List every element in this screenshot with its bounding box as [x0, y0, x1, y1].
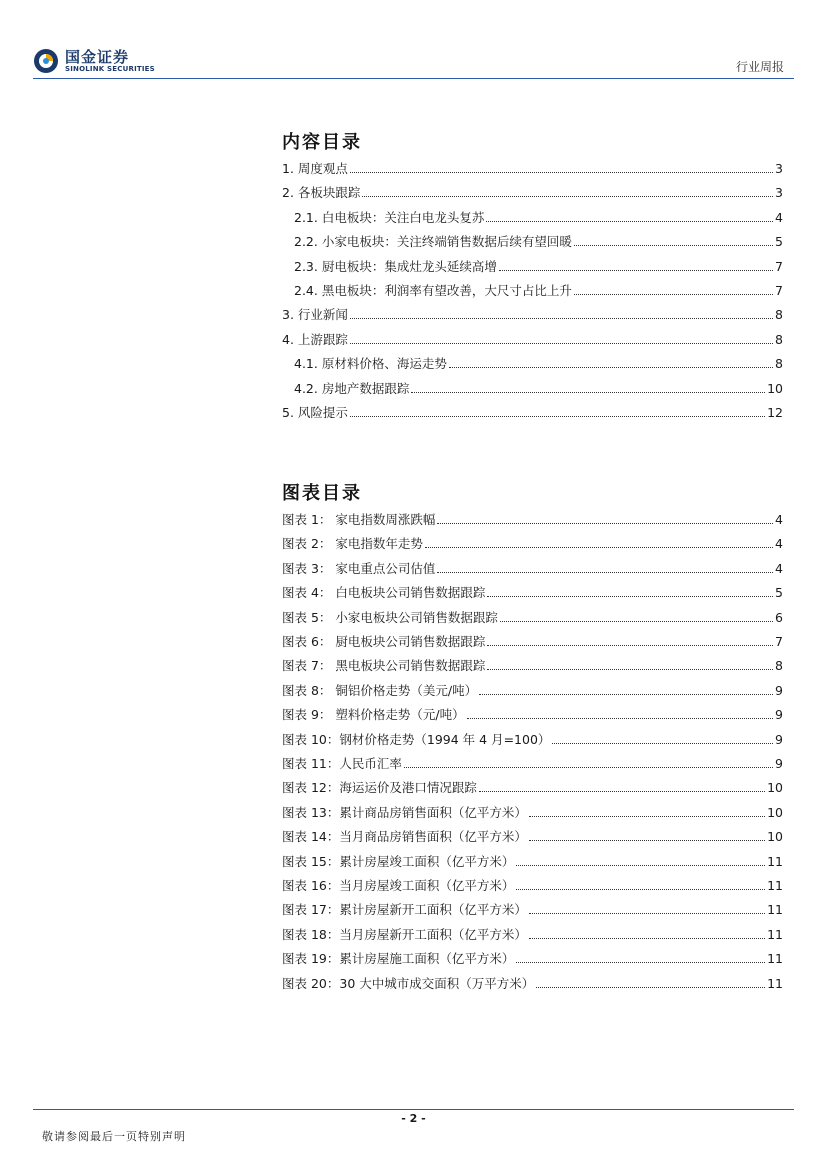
dot-leader [411, 392, 765, 393]
figure-entry[interactable] [282, 899, 783, 919]
dot-leader [350, 416, 765, 417]
figure-entry-label: 图表 13：累计商品房销售面积（亿平方米） [282, 804, 527, 820]
dot-leader [487, 645, 773, 646]
figure-entry[interactable] [282, 777, 783, 797]
figure-entry-page: 9 [775, 756, 783, 771]
toc-entry[interactable] [282, 182, 783, 202]
toc-entry-page: 7 [775, 283, 783, 298]
figure-entry-label: 图表 2： 家电指数年走势 [282, 536, 423, 552]
contents-title: 内容目录 [282, 132, 362, 153]
figure-entry-page: 8 [775, 658, 783, 674]
toc-entry-label: 4.1. 原材料价格、海运走势 [294, 356, 447, 372]
toc-entry[interactable] [282, 378, 783, 398]
figure-entry-label: 图表 20：30 大中城市成交面积（万平方米） [282, 975, 535, 991]
dot-leader [437, 523, 773, 524]
toc-entry[interactable] [282, 402, 783, 422]
figure-entry-label: 图表 17：累计房屋新开工面积（亿平方米） [282, 902, 527, 918]
toc-entry[interactable] [282, 158, 783, 178]
toc-entry-page: 8 [775, 307, 783, 323]
toc-entry[interactable] [282, 231, 783, 251]
figure-entry-label: 图表 9： 塑料价格走势（元/吨） [282, 707, 465, 723]
dot-leader [529, 816, 765, 817]
figure-entry[interactable] [282, 924, 783, 944]
dot-leader [404, 767, 773, 768]
figure-entry-page: 7 [775, 634, 783, 649]
figure-entry-label: 图表 11：人民币汇率 [282, 756, 402, 771]
figure-entry[interactable] [282, 875, 783, 895]
dot-leader [516, 889, 765, 890]
figure-entry[interactable] [282, 973, 783, 993]
toc-entry[interactable] [282, 353, 783, 373]
toc-entry-page: 3 [775, 185, 783, 201]
figure-entry[interactable] [282, 948, 783, 968]
toc-entry[interactable] [282, 304, 783, 324]
figure-entry-label: 图表 15：累计房屋竣工面积（亿平方米） [282, 853, 515, 869]
page-number: - 2 - [401, 1112, 426, 1125]
figure-entry-label: 图表 1： 家电指数周涨跌幅 [282, 512, 436, 527]
page-header [0, 0, 827, 82]
figure-entry[interactable] [282, 704, 783, 724]
toc-entry-label: 5. 风险提示 [282, 405, 348, 420]
figure-entry-page: 10 [767, 780, 783, 796]
figure-entry-label: 图表 4： 白电板块公司销售数据跟踪 [282, 585, 486, 601]
toc-entry[interactable] [282, 329, 783, 349]
figure-entry-page: 10 [767, 804, 783, 820]
toc-entry-page: 7 [775, 258, 783, 274]
figure-entry-page: 4 [775, 512, 783, 527]
company-logo [33, 46, 153, 80]
sinolink-logo-icon [33, 48, 59, 74]
figure-entry[interactable] [282, 826, 783, 846]
logo-text-cn: 国金证券 [65, 48, 130, 66]
figure-entry-page: 9 [775, 731, 783, 747]
toc-entry-page: 5 [775, 234, 783, 250]
toc-entry-label: 2. 各板块跟踪 [282, 185, 361, 201]
toc-entry-label: 3. 行业新闻 [282, 307, 348, 323]
figure-entry-label: 图表 3： 家电重点公司估值 [282, 560, 436, 576]
toc-entry-label: 4. 上游跟踪 [282, 331, 348, 347]
toc-entry-page: 3 [775, 161, 783, 176]
dot-leader [350, 318, 773, 319]
dot-leader [552, 743, 773, 744]
figure-entry[interactable] [282, 558, 783, 578]
dot-leader [437, 572, 773, 573]
figure-entry[interactable] [282, 533, 783, 553]
dot-leader [499, 270, 773, 271]
report-type-label: 行业周报 [735, 60, 784, 74]
toc-entry-label: 2.4. 黑电板块：利润率有望改善，大尺寸占比上升 [294, 283, 572, 298]
figure-entry[interactable] [282, 851, 783, 871]
figure-entry-page: 11 [767, 975, 783, 991]
figure-entry[interactable] [282, 802, 783, 822]
dot-leader [500, 621, 773, 622]
dot-leader [529, 840, 765, 841]
dot-leader [362, 196, 773, 197]
dot-leader [350, 172, 773, 173]
figure-entry-label: 图表 12：海运运价及港口情况跟踪 [282, 780, 477, 796]
figure-entry-page: 9 [775, 707, 783, 723]
toc-entry-page: 8 [775, 331, 783, 347]
figure-entry[interactable] [282, 607, 783, 627]
dot-leader [574, 294, 773, 295]
dot-leader [516, 865, 765, 866]
dot-leader [487, 596, 773, 597]
figure-entry-page: 11 [767, 878, 783, 893]
dot-leader [449, 367, 773, 368]
toc-entry-label: 2.2. 小家电板块：关注终端销售数据后续有望回暖 [294, 234, 572, 250]
toc-entry-page: 12 [767, 405, 783, 420]
toc-entry-label: 2.1. 白电板块：关注白电龙头复苏 [294, 209, 485, 225]
figure-entry[interactable] [282, 631, 783, 651]
figure-entry-page: 11 [767, 853, 783, 869]
dot-leader [467, 718, 773, 719]
toc-entry-page: 8 [775, 356, 783, 372]
figure-entry-label: 图表 5： 小家电板块公司销售数据跟踪 [282, 609, 498, 625]
toc-entry-label: 4.2. 房地产数据跟踪 [294, 380, 410, 396]
toc-entry[interactable] [282, 280, 783, 300]
figure-entry-page: 4 [775, 536, 783, 552]
dot-leader [486, 221, 773, 222]
figure-entry[interactable] [282, 753, 783, 773]
dot-leader [425, 547, 773, 548]
disclaimer-note: 敬请参阅最后一页特别声明 [42, 1130, 186, 1143]
toc-entry-page: 4 [775, 209, 783, 225]
figure-entry-label: 图表 8： 铜铝价格走势（美元/吨） [282, 682, 478, 698]
footer-divider [33, 1109, 794, 1110]
figure-entry-page: 4 [775, 560, 783, 576]
figure-entry-page: 11 [767, 951, 783, 967]
figure-entry-label: 图表 14：当月商品房销售面积（亿平方米） [282, 829, 527, 845]
figure-entry-label: 图表 6： 厨电板块公司销售数据跟踪 [282, 634, 486, 649]
figure-entry-label: 图表 7： 黑电板块公司销售数据跟踪 [282, 658, 486, 674]
toc-entry[interactable] [282, 256, 783, 276]
figure-entry[interactable] [282, 680, 783, 700]
figure-entry-page: 9 [775, 682, 783, 698]
figure-entry-page: 10 [767, 829, 783, 845]
figure-entry[interactable] [282, 582, 783, 602]
dot-leader [479, 694, 773, 695]
dot-leader [574, 245, 773, 246]
header-divider [33, 78, 794, 79]
dot-leader [350, 343, 773, 344]
toc-entry-label: 2.3. 厨电板块：集成灶龙头延续高增 [294, 258, 497, 274]
dot-leader [536, 987, 765, 988]
figure-entry[interactable] [282, 509, 783, 529]
dot-leader [487, 669, 773, 670]
figure-entry[interactable] [282, 729, 783, 749]
figure-entry-page: 11 [767, 926, 783, 942]
figure-entry-label: 图表 16：当月房屋竣工面积（亿平方米） [282, 878, 515, 893]
toc-entry[interactable] [282, 207, 783, 227]
figure-entry-label: 图表 18：当月房屋新开工面积（亿平方米） [282, 926, 527, 942]
figure-entry[interactable] [282, 655, 783, 675]
figures-title: 图表目录 [282, 483, 362, 504]
dot-leader [479, 791, 765, 792]
figure-entry-label: 图表 10：钢材价格走势（1994 年 4 月=100） [282, 731, 551, 747]
logo-text-en: SINOLINK SECURITIES [65, 65, 155, 73]
dot-leader [529, 938, 765, 939]
toc-entry-label: 1. 周度观点 [282, 161, 348, 176]
figure-entry-page: 6 [775, 609, 783, 625]
figure-entry-page: 5 [775, 585, 783, 601]
toc-entry-page: 10 [767, 380, 783, 396]
dot-leader [529, 913, 765, 914]
figure-entry-page: 11 [767, 902, 783, 918]
dot-leader [516, 962, 765, 963]
figure-entry-label: 图表 19：累计房屋施工面积（亿平方米） [282, 951, 515, 967]
